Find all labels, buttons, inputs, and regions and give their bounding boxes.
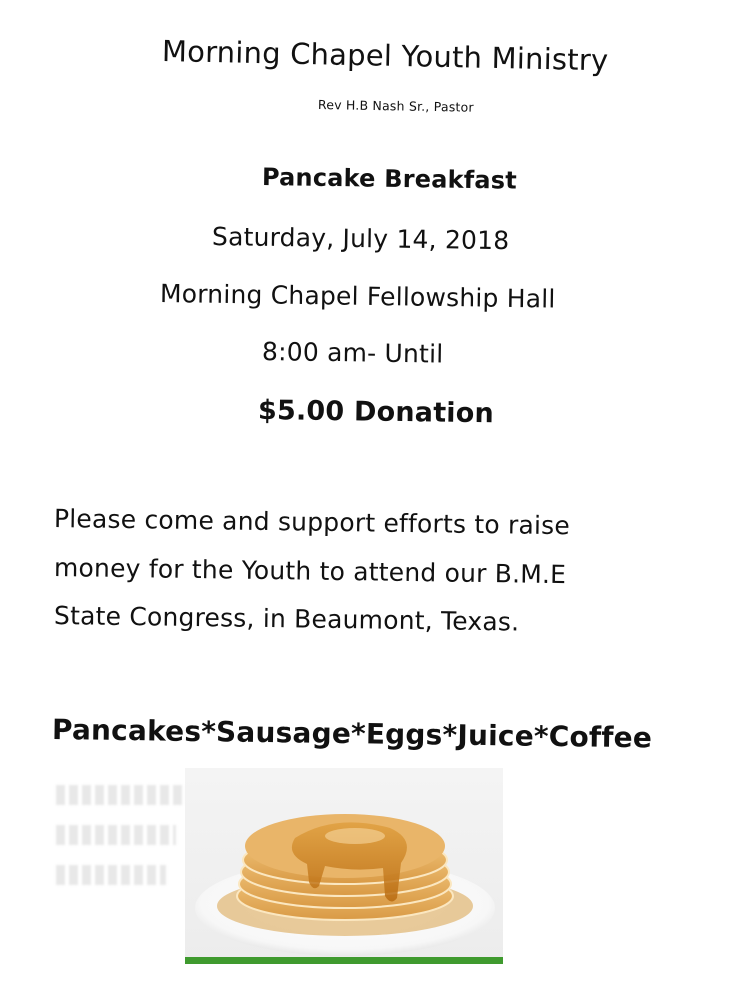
event-venue: Morning Chapel Fellowship Hall <box>159 279 556 314</box>
donation-amount: $5.00 Donation <box>257 395 495 430</box>
bleed-through-mark <box>56 865 166 885</box>
menu-items: Pancakes*Sausage*Eggs*Juice*Coffee <box>51 713 653 755</box>
message-line-3: State Congress, in Beaumont, Texas. <box>53 601 520 637</box>
event-time: 8:00 am- Until <box>261 337 444 369</box>
message-line-2: money for the Youth to attend our B.M.E <box>53 553 567 590</box>
pancake-illustration <box>185 768 503 964</box>
highlight <box>325 828 385 844</box>
pancake-stack-photo <box>185 768 503 964</box>
pastor-line: Rev H.B Nash Sr., Pastor <box>317 97 474 115</box>
photo-border-bar <box>185 957 503 964</box>
flyer-title: Morning Chapel Youth Ministry <box>161 34 609 78</box>
message-line-1: Please come and support efforts to raise <box>53 504 571 541</box>
event-name: Pancake Breakfast <box>261 163 518 195</box>
bleed-through-mark <box>56 785 196 805</box>
event-date: Saturday, July 14, 2018 <box>211 222 510 256</box>
bleed-through-mark <box>56 825 176 845</box>
